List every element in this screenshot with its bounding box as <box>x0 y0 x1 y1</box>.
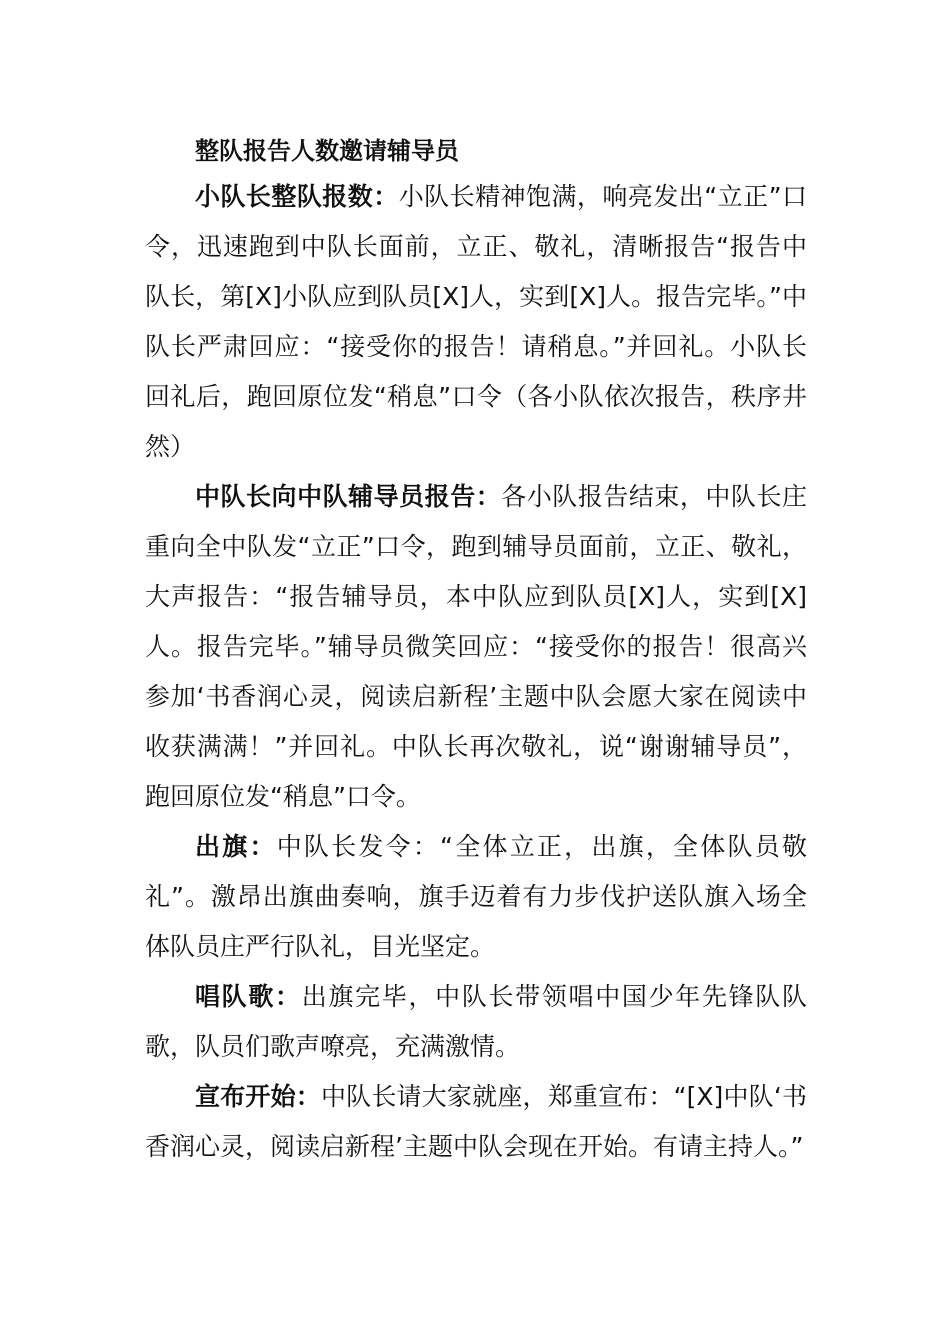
paragraph-lead: 小队长整队报数： <box>195 182 399 211</box>
paragraph-text: 小队长精神饱满，响亮发出“立正”口令，迅速跑到中队长面前，立正、敬礼，清晰报告“报告中队长，第[X]小队应到队员[X]人，实到[X]人。报告完毕。”中队长严肃回应：“接受你的报告！请稍息。”并回礼。小队长回礼后，跑回原位发“稍息”口令（各小队依次报告，秩序井然） <box>145 182 807 461</box>
paragraph-lead: 宣布开始： <box>195 1082 321 1111</box>
paragraph-text: 中队长发令：“全体立正，出旗，全体队员敬礼”。激昂出旗曲奏响，旗手迈着有力步伐护送队旗入场全体队员庄严行队礼，目光坚定。 <box>145 832 807 961</box>
paragraph-lead: 唱队歌： <box>195 982 302 1011</box>
paragraph-lead: 中队长向中队辅导员报告： <box>195 482 502 511</box>
document-body <box>145 130 807 1172</box>
paragraph-text: 出旗完毕，中队长带领唱中国少年先锋队队歌，队员们歌声嘹亮，充满激情。 <box>145 982 807 1061</box>
paragraph-squad-leader-report <box>145 172 807 472</box>
paragraph-text: 中队长请大家就座，郑重宣布：“[X]中队‘书香润心灵，阅读启新程’主题中队会现在开始。有请主持人。” <box>145 1082 807 1161</box>
paragraph-lead: 出旗： <box>195 832 277 861</box>
paragraph-text: 各小队报告结束，中队长庄重向全中队发“立正”口令，跑到辅导员面前，立正、敬礼，大声报告：“报告辅导员，本中队应到队员[X]人，实到[X]人。报告完毕。”辅导员微笑回应：“接受你的报告！很高兴参加‘书香润心灵，阅读启新程’主题中队会愿大家在阅读中收获满满！”并回礼。中队长再次敬礼，说“谢谢辅导员”，跑回原位发“稍息”口令。 <box>145 482 807 811</box>
section-heading: 整队报告人数邀请辅导员 <box>195 137 459 165</box>
paragraph-team-song <box>145 972 807 1072</box>
paragraph-announce-start <box>145 1072 807 1172</box>
paragraph-flag-entry <box>145 822 807 972</box>
paragraph-company-leader-report <box>145 472 807 822</box>
